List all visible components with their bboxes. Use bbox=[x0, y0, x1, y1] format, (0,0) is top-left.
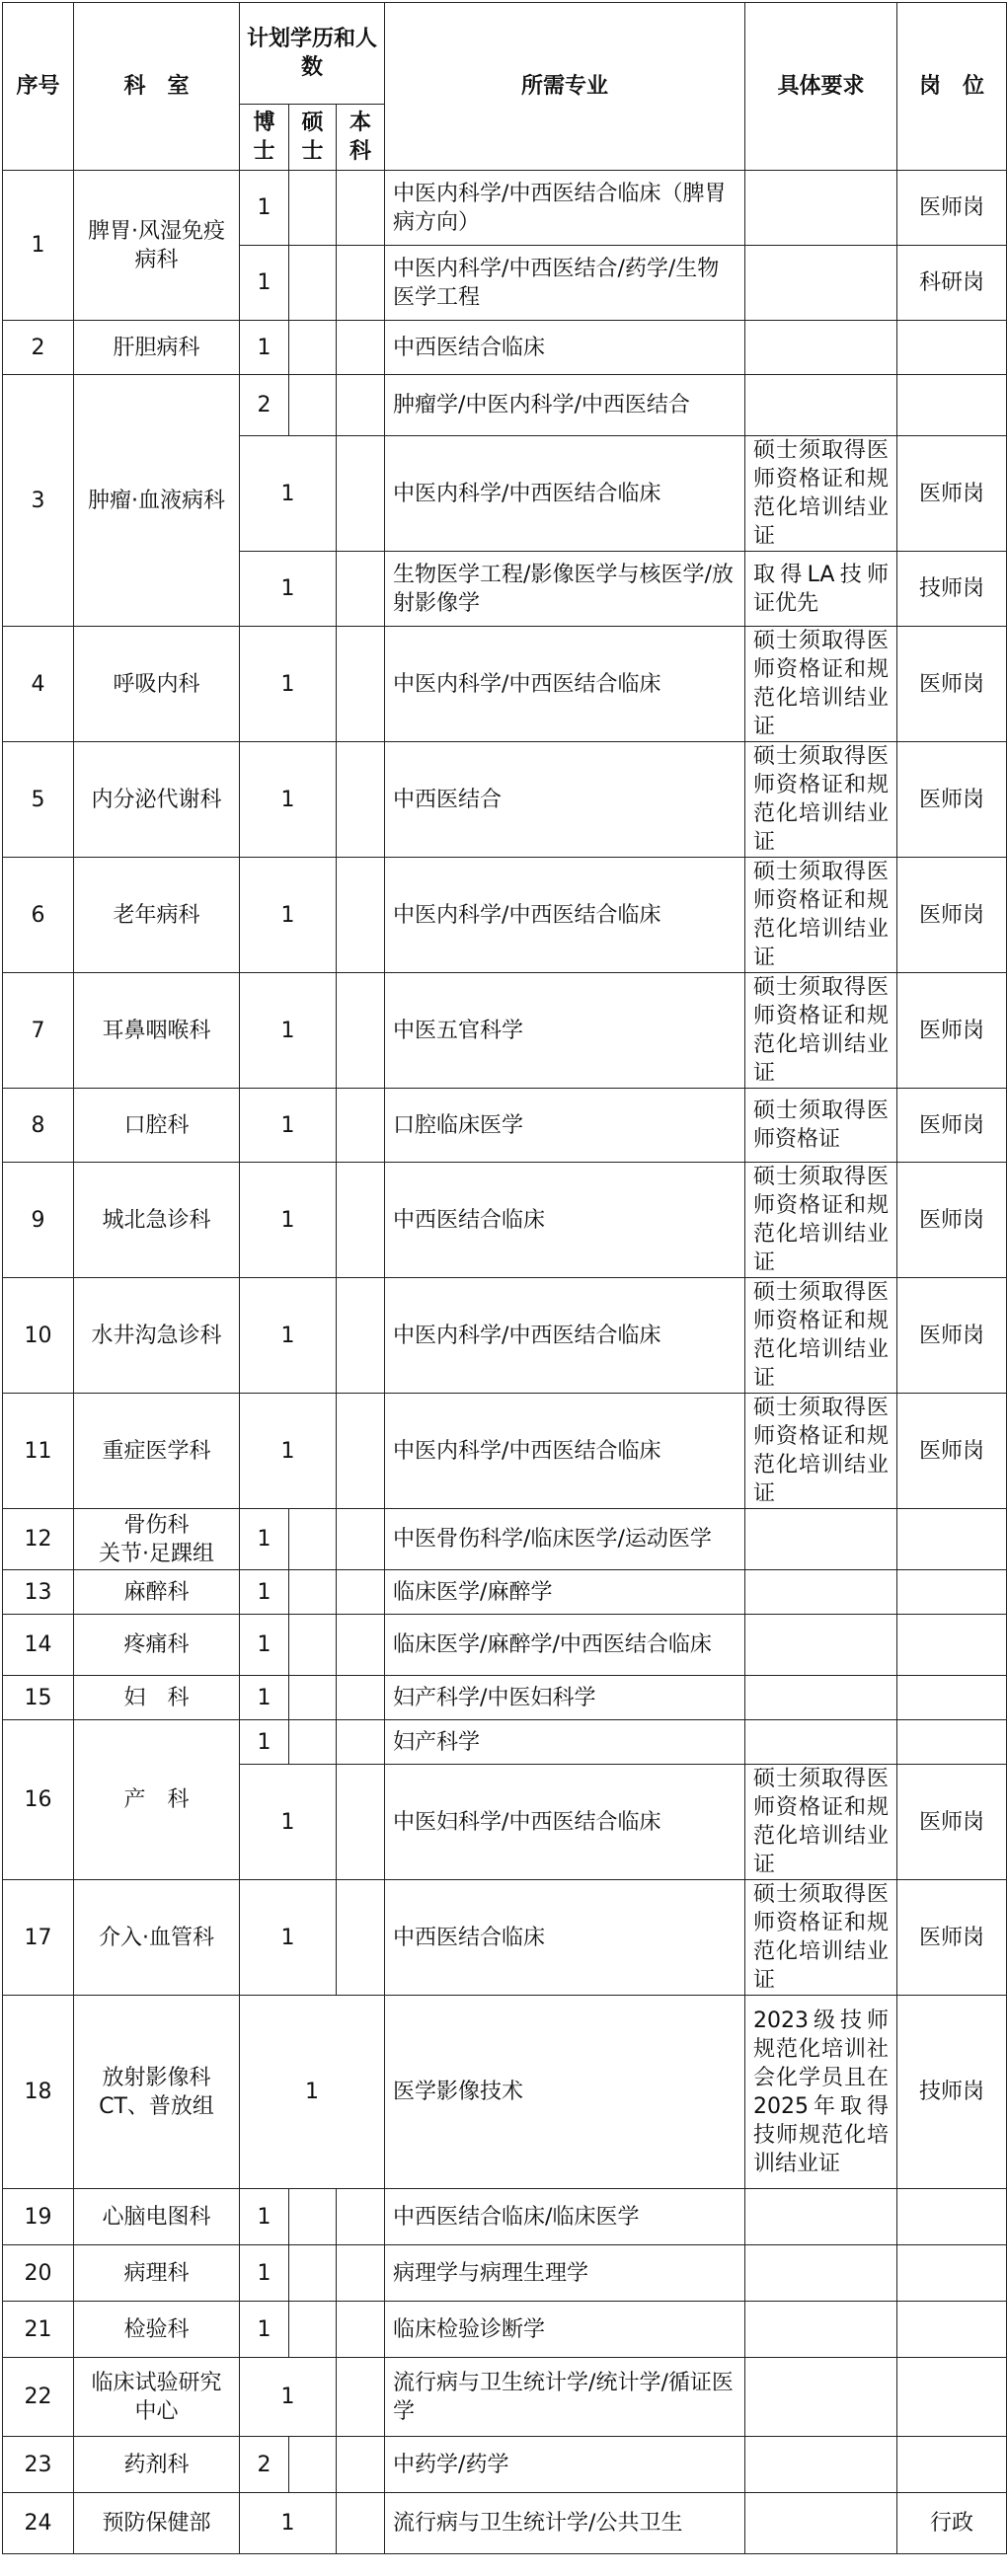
row-dept-line1: 放射影像科 bbox=[102, 2065, 211, 2090]
row-bachelor-count bbox=[337, 436, 385, 552]
row-req: 硕士须取得医师资格证和规范化培训结业证 bbox=[745, 1278, 897, 1394]
row-major: 中医内科学/中西医结合/药学/生物医学工程 bbox=[385, 246, 745, 321]
row-req bbox=[745, 246, 897, 321]
row-all-count: 1 bbox=[240, 1996, 385, 2189]
table-row bbox=[3, 2245, 1007, 2302]
row-phd-count: 1 bbox=[240, 171, 289, 246]
row-post bbox=[897, 1720, 1007, 1765]
table-row bbox=[3, 1089, 1007, 1163]
row-phd-master-count: 1 bbox=[240, 552, 337, 627]
header-master: 硕士 bbox=[289, 105, 337, 171]
row-post: 医师岗 bbox=[897, 1163, 1007, 1278]
table-row bbox=[3, 2189, 1007, 2245]
row-no: 3 bbox=[3, 375, 74, 627]
row-no: 7 bbox=[3, 973, 74, 1089]
row-phd-master-count: 1 bbox=[240, 1089, 337, 1163]
row-phd-master-count: 1 bbox=[240, 1163, 337, 1278]
row-major: 中西医结合 bbox=[385, 742, 745, 858]
row-major: 中医内科学/中西医结合临床 bbox=[385, 436, 745, 552]
table-row bbox=[3, 2437, 1007, 2493]
row-post bbox=[897, 2437, 1007, 2493]
row-dept: 心脑电图科 bbox=[74, 2189, 240, 2245]
row-req bbox=[745, 375, 897, 436]
row-major: 流行病与卫生统计学/公共卫生 bbox=[385, 2493, 745, 2554]
table-row bbox=[3, 321, 1007, 375]
table-row bbox=[3, 2493, 1007, 2554]
row-post: 技师岗 bbox=[897, 1996, 1007, 2189]
row-req bbox=[745, 321, 897, 375]
table-row bbox=[3, 1615, 1007, 1676]
row-phd-master-count: 1 bbox=[240, 858, 337, 973]
row-post bbox=[897, 2189, 1007, 2245]
row-post: 医师岗 bbox=[897, 742, 1007, 858]
row-major: 中医内科学/中西医结合临床 bbox=[385, 1278, 745, 1394]
row-phd-count: 1 bbox=[240, 1570, 289, 1615]
row-major: 中医妇科学/中西医结合临床 bbox=[385, 1765, 745, 1880]
row-req: 硕士须取得医师资格证和规范化培训结业证 bbox=[745, 1394, 897, 1509]
row-req: 硕士须取得医师资格证和规范化培训结业证 bbox=[745, 627, 897, 742]
row-master-count bbox=[289, 2437, 337, 2493]
row-dept: 口腔科 bbox=[74, 1089, 240, 1163]
row-bachelor-count bbox=[337, 1394, 385, 1509]
row-major: 临床医学/麻醉学 bbox=[385, 1570, 745, 1615]
row-dept: 老年病科 bbox=[74, 858, 240, 973]
row-bachelor-count bbox=[337, 321, 385, 375]
table-row bbox=[3, 2358, 1007, 2437]
row-dept: 重症医学科 bbox=[74, 1394, 240, 1509]
row-post: 行政 bbox=[897, 2493, 1007, 2554]
row-bachelor-count bbox=[337, 2493, 385, 2554]
row-major: 临床医学/麻醉学/中西医结合临床 bbox=[385, 1615, 745, 1676]
row-bachelor-count bbox=[337, 171, 385, 246]
row-req bbox=[745, 2302, 897, 2358]
row-dept-line2: CT、普放组 bbox=[99, 2093, 214, 2119]
row-major: 妇产科学/中医妇科学 bbox=[385, 1676, 745, 1720]
row-no: 23 bbox=[3, 2437, 74, 2493]
row-phd-master-count: 1 bbox=[240, 1394, 337, 1509]
row-no: 19 bbox=[3, 2189, 74, 2245]
row-dept: 水井沟急诊科 bbox=[74, 1278, 240, 1394]
row-phd-count: 1 bbox=[240, 321, 289, 375]
row-dept: 麻醉科 bbox=[74, 1570, 240, 1615]
row-no: 20 bbox=[3, 2245, 74, 2302]
row-dept: 预防保健部 bbox=[74, 2493, 240, 2554]
row-no: 5 bbox=[3, 742, 74, 858]
row-bachelor-count bbox=[337, 2437, 385, 2493]
row-bachelor-count bbox=[337, 1089, 385, 1163]
row-req bbox=[745, 1676, 897, 1720]
header-seq: 序号 bbox=[3, 3, 74, 171]
row-bachelor-count bbox=[337, 552, 385, 627]
header-post: 岗 位 bbox=[897, 3, 1007, 171]
row-major: 中西医结合临床 bbox=[385, 1880, 745, 1996]
header-dept: 科 室 bbox=[74, 3, 240, 171]
header-major: 所需专业 bbox=[385, 3, 745, 171]
row-no: 11 bbox=[3, 1394, 74, 1509]
row-phd-count: 1 bbox=[240, 1676, 289, 1720]
table-row bbox=[3, 1676, 1007, 1720]
row-dept: 呼吸内科 bbox=[74, 627, 240, 742]
row-master-count bbox=[289, 2189, 337, 2245]
row-major: 医学影像技术 bbox=[385, 1996, 745, 2189]
row-post: 医师岗 bbox=[897, 1765, 1007, 1880]
row-post: 医师岗 bbox=[897, 1278, 1007, 1394]
row-dept: 疼痛科 bbox=[74, 1615, 240, 1676]
row-master-count bbox=[289, 1570, 337, 1615]
row-major: 妇产科学 bbox=[385, 1720, 745, 1765]
row-post: 技师岗 bbox=[897, 552, 1007, 627]
row-post: 医师岗 bbox=[897, 1880, 1007, 1996]
row-req: 硕士须取得医师资格证和规范化培训结业证 bbox=[745, 1765, 897, 1880]
row-bachelor-count bbox=[337, 1509, 385, 1570]
row-post: 医师岗 bbox=[897, 436, 1007, 552]
header-req: 具体要求 bbox=[745, 3, 897, 171]
header-plan: 计划学历和人数 bbox=[240, 3, 385, 105]
row-bachelor-count bbox=[337, 858, 385, 973]
row-post bbox=[897, 1676, 1007, 1720]
row-major: 生物医学工程/影像医学与核医学/放射影像学 bbox=[385, 552, 745, 627]
row-no: 18 bbox=[3, 1996, 74, 2189]
row-no: 22 bbox=[3, 2358, 74, 2437]
row-phd-count: 1 bbox=[240, 2302, 289, 2358]
row-master-count bbox=[289, 321, 337, 375]
table-row bbox=[3, 858, 1007, 973]
row-bachelor-count bbox=[337, 1278, 385, 1394]
row-no: 15 bbox=[3, 1676, 74, 1720]
table-row bbox=[3, 627, 1007, 742]
row-dept: 临床试验研究中心 bbox=[74, 2358, 240, 2437]
row-no: 21 bbox=[3, 2302, 74, 2358]
row-req bbox=[745, 1720, 897, 1765]
row-major: 流行病与卫生统计学/统计学/循证医学 bbox=[385, 2358, 745, 2437]
row-master-count bbox=[289, 2245, 337, 2302]
row-post bbox=[897, 1509, 1007, 1570]
row-no: 4 bbox=[3, 627, 74, 742]
row-major: 中医内科学/中西医结合临床 bbox=[385, 1394, 745, 1509]
row-phd-master-count: 1 bbox=[240, 2358, 337, 2437]
row-bachelor-count bbox=[337, 1676, 385, 1720]
row-major: 肿瘤学/中医内科学/中西医结合 bbox=[385, 375, 745, 436]
row-no: 17 bbox=[3, 1880, 74, 1996]
row-post: 科研岗 bbox=[897, 246, 1007, 321]
table-row bbox=[3, 2302, 1007, 2358]
row-dept: 肝胆病科 bbox=[74, 321, 240, 375]
header-bachelor: 本科 bbox=[337, 105, 385, 171]
row-bachelor-count bbox=[337, 1720, 385, 1765]
row-req bbox=[745, 171, 897, 246]
row-post: 医师岗 bbox=[897, 973, 1007, 1089]
row-dept: 产 科 bbox=[74, 1720, 240, 1880]
row-bachelor-count bbox=[337, 2358, 385, 2437]
row-master-count bbox=[289, 171, 337, 246]
row-req: 硕士须取得医师资格证和规范化培训结业证 bbox=[745, 742, 897, 858]
row-bachelor-count bbox=[337, 2245, 385, 2302]
row-bachelor-count bbox=[337, 1570, 385, 1615]
table-row bbox=[3, 1278, 1007, 1394]
row-master-count bbox=[289, 1676, 337, 1720]
row-post: 医师岗 bbox=[897, 171, 1007, 246]
row-major: 临床检验诊断学 bbox=[385, 2302, 745, 2358]
row-major: 中药学/药学 bbox=[385, 2437, 745, 2493]
row-req bbox=[745, 2437, 897, 2493]
row-post: 医师岗 bbox=[897, 1089, 1007, 1163]
row-master-count bbox=[289, 246, 337, 321]
row-bachelor-count bbox=[337, 973, 385, 1089]
table-row bbox=[3, 171, 1007, 246]
row-bachelor-count bbox=[337, 2302, 385, 2358]
row-master-count bbox=[289, 375, 337, 436]
row-major: 中医内科学/中西医结合临床（脾胃病方向） bbox=[385, 171, 745, 246]
row-req: 硕士须取得医师资格证和规范化培训结业证 bbox=[745, 858, 897, 973]
row-phd-count: 1 bbox=[240, 1720, 289, 1765]
row-phd-master-count: 1 bbox=[240, 1278, 337, 1394]
row-phd-master-count: 1 bbox=[240, 973, 337, 1089]
row-dept: 城北急诊科 bbox=[74, 1163, 240, 1278]
table-row bbox=[3, 1394, 1007, 1509]
row-dept: 内分泌代谢科 bbox=[74, 742, 240, 858]
row-bachelor-count bbox=[337, 375, 385, 436]
row-no: 16 bbox=[3, 1720, 74, 1880]
row-no: 8 bbox=[3, 1089, 74, 1163]
row-req: 2023级技师规范化培训社会化学员且在2025年取得技师规范化培训结业证 bbox=[745, 1996, 897, 2189]
row-no: 14 bbox=[3, 1615, 74, 1676]
table-row bbox=[3, 742, 1007, 858]
row-major: 中西医结合临床 bbox=[385, 321, 745, 375]
row-phd-count: 2 bbox=[240, 2437, 289, 2493]
table-row bbox=[3, 1163, 1007, 1278]
row-major: 中西医结合临床/临床医学 bbox=[385, 2189, 745, 2245]
row-dept: 耳鼻咽喉科 bbox=[74, 973, 240, 1089]
row-bachelor-count bbox=[337, 1880, 385, 1996]
row-req: 硕士须取得医师资格证和规范化培训结业证 bbox=[745, 1163, 897, 1278]
row-master-count bbox=[289, 2302, 337, 2358]
header-phd: 博士 bbox=[240, 105, 289, 171]
row-no: 9 bbox=[3, 1163, 74, 1278]
row-major: 中医内科学/中西医结合临床 bbox=[385, 858, 745, 973]
row-phd-count: 2 bbox=[240, 375, 289, 436]
row-bachelor-count bbox=[337, 1765, 385, 1880]
row-major: 病理学与病理生理学 bbox=[385, 2245, 745, 2302]
row-post bbox=[897, 2358, 1007, 2437]
row-major: 口腔临床医学 bbox=[385, 1089, 745, 1163]
row-req: 硕士须取得医师资格证 bbox=[745, 1089, 897, 1163]
row-dept: 介入·血管科 bbox=[74, 1880, 240, 1996]
row-post bbox=[897, 375, 1007, 436]
row-phd-master-count: 1 bbox=[240, 436, 337, 552]
row-dept: 药剂科 bbox=[74, 2437, 240, 2493]
row-req bbox=[745, 2493, 897, 2554]
row-req: 取得LA技师证优先 bbox=[745, 552, 897, 627]
row-phd-master-count: 1 bbox=[240, 1880, 337, 1996]
table-row bbox=[3, 1880, 1007, 1996]
row-phd-master-count: 1 bbox=[240, 1765, 337, 1880]
row-bachelor-count bbox=[337, 1615, 385, 1676]
row-post bbox=[897, 321, 1007, 375]
row-master-count bbox=[289, 1720, 337, 1765]
row-dept-line1: 骨伤科 bbox=[123, 1512, 190, 1538]
row-post: 医师岗 bbox=[897, 858, 1007, 973]
row-req bbox=[745, 2358, 897, 2437]
row-major: 中医骨伤科学/临床医学/运动医学 bbox=[385, 1509, 745, 1570]
row-post: 医师岗 bbox=[897, 1394, 1007, 1509]
row-req bbox=[745, 2189, 897, 2245]
row-bachelor-count bbox=[337, 246, 385, 321]
table-row bbox=[3, 973, 1007, 1089]
row-phd-master-count: 1 bbox=[240, 627, 337, 742]
row-bachelor-count bbox=[337, 2189, 385, 2245]
row-phd-count: 1 bbox=[240, 2245, 289, 2302]
row-phd-count: 1 bbox=[240, 2189, 289, 2245]
row-dept bbox=[74, 1996, 240, 2189]
row-req bbox=[745, 2245, 897, 2302]
row-no: 10 bbox=[3, 1278, 74, 1394]
row-phd-count: 1 bbox=[240, 246, 289, 321]
row-bachelor-count bbox=[337, 627, 385, 742]
row-post bbox=[897, 1615, 1007, 1676]
row-req: 硕士须取得医师资格证和规范化培训结业证 bbox=[745, 1880, 897, 1996]
row-post bbox=[897, 1570, 1007, 1615]
row-dept bbox=[74, 1509, 240, 1570]
row-major: 中西医结合临床 bbox=[385, 1163, 745, 1278]
row-dept: 病理科 bbox=[74, 2245, 240, 2302]
row-dept-line2: 关节·足踝组 bbox=[99, 1541, 214, 1566]
table-row bbox=[3, 1720, 1007, 1765]
row-dept: 肿瘤·血液病科 bbox=[74, 375, 240, 627]
row-req bbox=[745, 1615, 897, 1676]
row-no: 13 bbox=[3, 1570, 74, 1615]
row-no: 1 bbox=[3, 171, 74, 321]
row-major: 中医五官科学 bbox=[385, 973, 745, 1089]
row-phd-count: 1 bbox=[240, 1509, 289, 1570]
row-post bbox=[897, 2245, 1007, 2302]
row-dept: 脾胃·风湿免疫病科 bbox=[74, 171, 240, 321]
row-bachelor-count bbox=[337, 742, 385, 858]
row-post: 医师岗 bbox=[897, 627, 1007, 742]
row-master-count bbox=[289, 1615, 337, 1676]
row-phd-master-count: 1 bbox=[240, 2493, 337, 2554]
table-row bbox=[3, 1570, 1007, 1615]
row-req bbox=[745, 1570, 897, 1615]
row-req: 硕士须取得医师资格证和规范化培训结业证 bbox=[745, 973, 897, 1089]
row-major: 中医内科学/中西医结合临床 bbox=[385, 627, 745, 742]
row-phd-count: 1 bbox=[240, 1615, 289, 1676]
row-no: 6 bbox=[3, 858, 74, 973]
table-row bbox=[3, 375, 1007, 436]
row-phd-master-count: 1 bbox=[240, 742, 337, 858]
row-req: 硕士须取得医师资格证和规范化培训结业证 bbox=[745, 436, 897, 552]
recruitment-table bbox=[2, 2, 1007, 2554]
row-req bbox=[745, 1509, 897, 1570]
row-bachelor-count bbox=[337, 1163, 385, 1278]
row-master-count bbox=[289, 1509, 337, 1570]
row-dept: 妇 科 bbox=[74, 1676, 240, 1720]
header-row-top bbox=[3, 3, 1007, 105]
row-no: 12 bbox=[3, 1509, 74, 1570]
table-row bbox=[3, 1996, 1007, 2189]
row-no: 2 bbox=[3, 321, 74, 375]
table-row bbox=[3, 1509, 1007, 1570]
row-dept: 检验科 bbox=[74, 2302, 240, 2358]
row-no: 24 bbox=[3, 2493, 74, 2554]
row-post bbox=[897, 2302, 1007, 2358]
